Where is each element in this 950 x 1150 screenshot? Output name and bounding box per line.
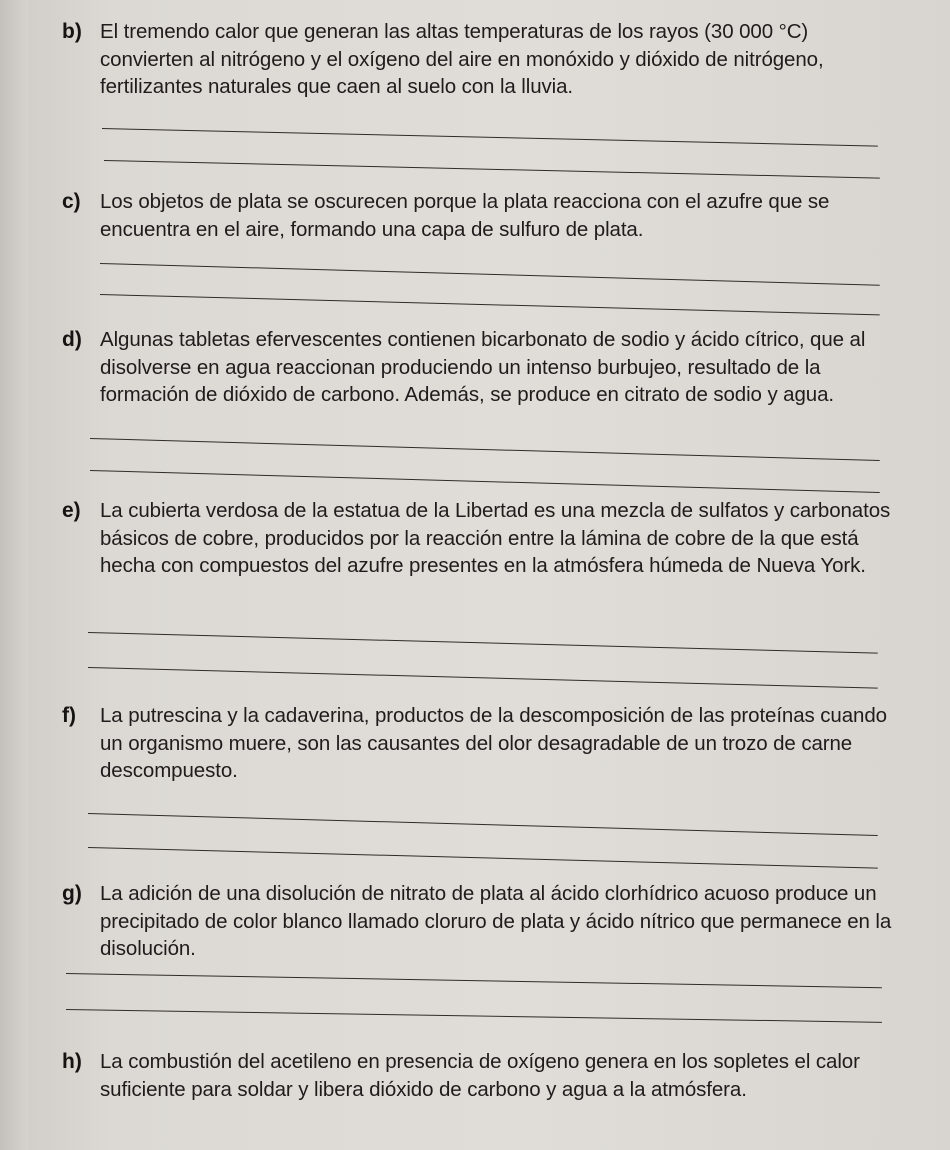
- exercise-item-c: [62, 188, 892, 243]
- item-marker: b): [62, 20, 82, 43]
- answer-line[interactable]: [88, 667, 878, 689]
- answer-line[interactable]: [88, 632, 878, 654]
- exercise-item-f: [62, 702, 892, 785]
- answer-line[interactable]: [90, 470, 880, 493]
- answer-line[interactable]: [88, 813, 878, 836]
- answer-line[interactable]: [66, 1009, 882, 1023]
- answer-line[interactable]: [66, 973, 882, 988]
- item-marker: d): [62, 328, 82, 351]
- answer-line[interactable]: [104, 160, 880, 179]
- answer-line[interactable]: [102, 128, 878, 147]
- item-marker: f): [62, 704, 76, 727]
- item-marker: e): [62, 499, 81, 522]
- item-text: Algunas tabletas efervescentes contienen bicarbonato de sodio y ácido cítrico, que al disolverse en agua reaccionan produciendo un intenso burbujeo, resultado de la formación de dióxido de carbono. Además, se produce en citrato de sodio y agua.: [100, 328, 866, 406]
- item-marker: g): [62, 882, 82, 905]
- answer-line[interactable]: [88, 847, 878, 869]
- page-binding-shadow: [0, 0, 28, 1150]
- item-marker: h): [62, 1050, 82, 1073]
- answer-line[interactable]: [100, 294, 880, 315]
- item-text: La combustión del acetileno en presencia de oxígeno genera en los sopletes el calor suficiente para soldar y libera dióxido de carbono y agua a la atmósfera.: [100, 1050, 860, 1101]
- item-marker: c): [62, 190, 81, 213]
- exercise-item-g: [62, 880, 892, 963]
- item-text: Los objetos de plata se oscurecen porque la plata reacciona con el azufre que se encuentra en el aire, formando una capa de sulfuro de plata.: [100, 190, 830, 241]
- exercise-item-h: [62, 1048, 892, 1103]
- item-text: El tremendo calor que generan las altas temperaturas de los rayos (30 000 °C) convierten al nitrógeno y el oxígeno del aire en monóxido y dióxido de nitrógeno, fertilizantes naturales que caen al suelo con la lluvia.: [100, 20, 824, 98]
- item-text: La adición de una disolución de nitrato de plata al ácido clorhídrico acuoso produce un precipitado de color blanco llamado cloruro de plata y ácido nítrico que permanece en la disolución.: [100, 882, 892, 960]
- exercise-item-b: [62, 18, 892, 101]
- exercise-item-e: [62, 497, 892, 580]
- answer-line[interactable]: [100, 263, 880, 286]
- item-text: La cubierta verdosa de la estatua de la Libertad es una mezcla de sulfatos y carbonatos básicos de cobre, producidos por la reacción entre la lámina de cobre de la que está hecha con compuestos del azufre presentes en la atmósfera húmeda de Nueva York.: [100, 499, 891, 577]
- answer-line[interactable]: [90, 438, 880, 461]
- item-text: La putrescina y la cadaverina, productos de la descomposición de las proteínas cuando un organismo muere, son las causantes del olor desagradable de un trozo de carne descompuesto.: [100, 704, 887, 782]
- exercise-item-d: [62, 326, 892, 409]
